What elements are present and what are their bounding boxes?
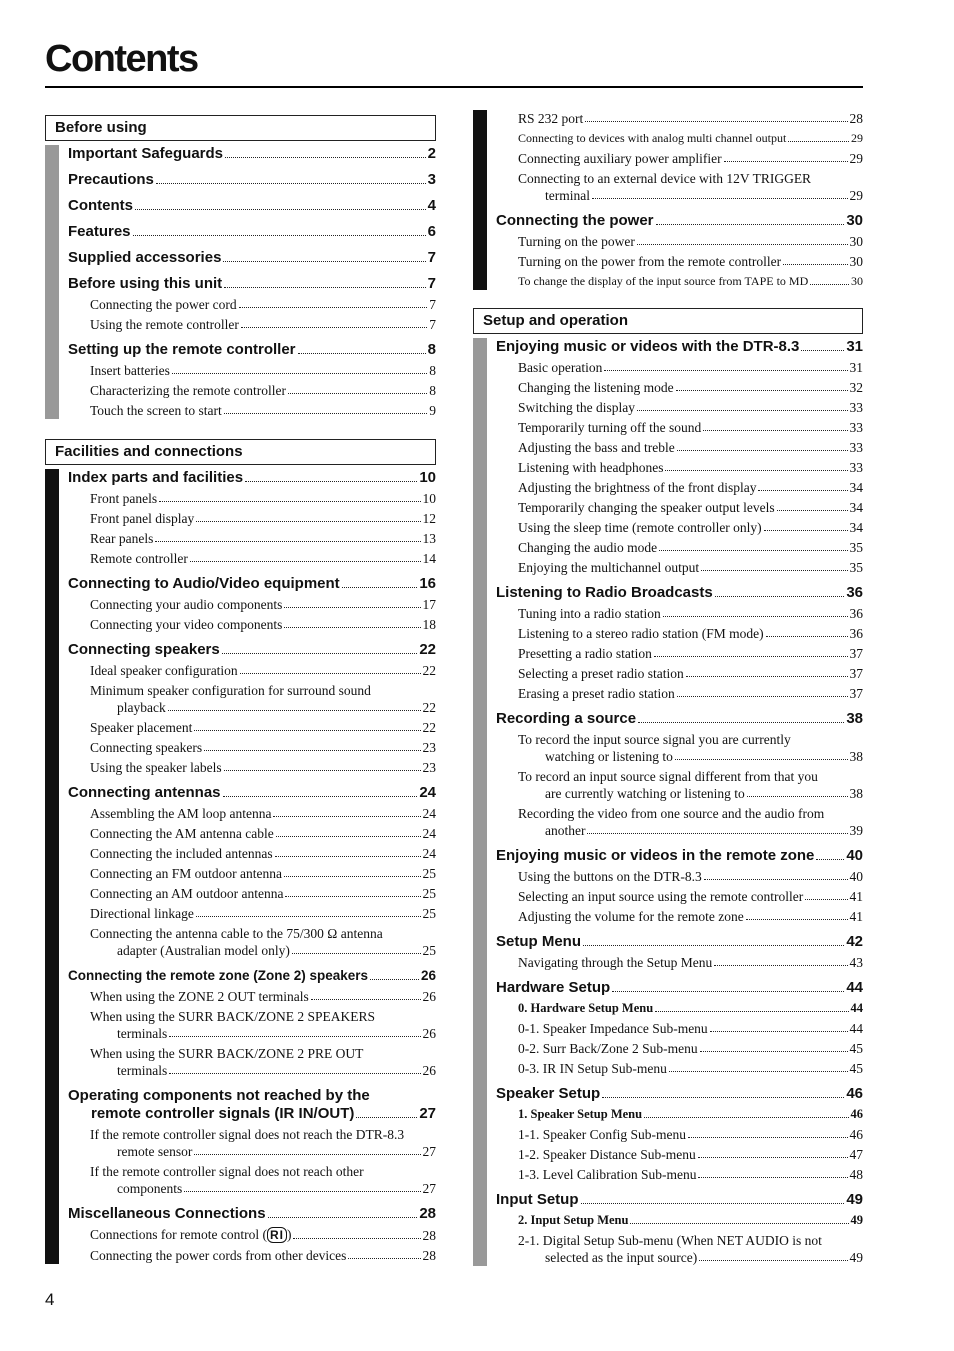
toc-entry[interactable]: Connecting speakers 22 [68,641,436,658]
toc-subentry[interactable]: Connecting to an external device with 12V TRIGGER terminal 29 [518,171,863,203]
toc-entry[interactable]: Before using this unit 7 [68,275,436,292]
toc-subentry[interactable]: If the remote controller signal does not reach other components 27 [90,1164,436,1196]
toc-subentry[interactable]: Front panels 10 [90,491,436,506]
section-heading: Before using [45,115,436,141]
toc-subentry[interactable]: Turning on the power from the remote controller 30 [518,254,863,269]
toc-subentry[interactable]: 2-1. Digital Setup Sub-menu (When NET AUDIO is not selected as the input source) 49 [518,1233,863,1265]
section-continued [473,110,863,290]
section-body [45,469,436,1264]
toc-subentry[interactable]: RS 232 port 28 [518,111,863,126]
section-heading: Setup and operation [473,308,863,334]
toc-subentry[interactable]: Ideal speaker configuration 22 [90,663,436,678]
toc-entry[interactable]: Connecting the power 30 [496,212,863,229]
toc-subentry[interactable]: Using the sleep time (remote controller only) 34 [518,520,863,535]
page-title: Contents [45,38,198,80]
toc-subentry[interactable]: 1-3. Level Calibration Sub-menu 48 [518,1167,863,1182]
toc-entry[interactable]: Speaker Setup 46 [496,1085,863,1102]
toc-subentry[interactable]: Connecting your video components 18 [90,617,436,632]
toc-subentry[interactable]: Using the remote controller 7 [90,317,436,332]
toc-subentry[interactable]: Recording the video from one source and the audio from another 39 [518,806,863,838]
toc-subentry[interactable]: Connecting the power cords from other devices 28 [90,1248,436,1263]
toc-subentry[interactable]: Connecting to devices with analog multi channel output 29 [518,131,863,145]
ri-logo: RI [267,1227,287,1243]
toc-subentry[interactable]: Connecting speakers 23 [90,740,436,755]
toc-subentry[interactable]: Selecting an input source using the remote controller 41 [518,889,863,904]
toc-subentry[interactable]: Selecting a preset radio station 37 [518,666,863,681]
section-bar [473,338,487,1266]
section-before-using [45,115,436,419]
toc-entry[interactable]: Connecting the remote zone (Zone 2) speakers 26 [68,968,436,983]
toc-subentry[interactable]: Changing the audio mode 35 [518,540,863,555]
toc-subentry[interactable]: Insert batteries 8 [90,363,436,378]
toc-entry[interactable]: Setting up the remote controller 8 [68,341,436,358]
toc-subentry[interactable]: Connecting your audio components 17 [90,597,436,612]
section-body [473,338,863,1266]
toc-subentry[interactable]: Assembling the AM loop antenna 24 [90,806,436,821]
toc-entry[interactable]: Miscellaneous Connections 28 [68,1205,436,1222]
toc-entry[interactable]: Important Safeguards 2 [68,145,436,162]
toc-subentry[interactable]: Minimum speaker configuration for surround sound playback 22 [90,683,436,715]
toc-subentry[interactable]: To change the display of the input source from TAPE to MD 30 [518,274,863,288]
section-facilities [45,439,436,1264]
toc-subentry[interactable]: When using the SURR BACK/ZONE 2 PRE OUT terminals 26 [90,1046,436,1078]
toc-subentry[interactable]: Touch the screen to start 9 [90,403,436,418]
toc-subentry[interactable]: Enjoying the multichannel output 35 [518,560,863,575]
toc-entry[interactable]: Enjoying music or videos with the DTR-8.3 31 [496,338,863,355]
toc-subentry[interactable]: 1. Speaker Setup Menu 46 [518,1107,863,1121]
toc-entry[interactable]: Features 6 [68,223,436,240]
toc-subentry[interactable]: Using the speaker labels 23 [90,760,436,775]
toc-entry[interactable]: Setup Menu 42 [496,933,863,950]
toc-subentry[interactable]: When using the SURR BACK/ZONE 2 SPEAKERS terminals 26 [90,1009,436,1041]
toc-subentry[interactable]: Connecting the AM antenna cable 24 [90,826,436,841]
toc-subentry[interactable]: Connecting an FM outdoor antenna 25 [90,866,436,881]
right-column [473,110,863,1266]
toc-subentry[interactable]: Connections for remote control ( RI ) 28 [90,1227,436,1243]
toc-subentry[interactable]: Connecting the antenna cable to the 75/300 Ω antenna adapter (Australian model only) 25 [90,926,436,958]
toc-subentry[interactable]: To record an input source signal different from that you are currently watching or listening to 38 [518,769,863,801]
toc-subentry[interactable]: To record the input source signal you are currently watching or listening to 38 [518,732,863,764]
section-setup [473,308,863,1266]
toc-subentry[interactable]: 1-2. Speaker Distance Sub-menu 47 [518,1147,863,1162]
toc-subentry[interactable]: Navigating through the Setup Menu 43 [518,955,863,970]
section-bar [45,145,59,419]
toc-subentry[interactable]: Directional linkage 25 [90,906,436,921]
toc-subentry[interactable]: Adjusting the volume for the remote zone 41 [518,909,863,924]
section-body [473,110,863,290]
toc-subentry[interactable]: Listening to a stereo radio station (FM mode) 36 [518,626,863,641]
toc-subentry[interactable]: Adjusting the brightness of the front display 34 [518,480,863,495]
toc-entry[interactable]: Contents 4 [68,197,436,214]
title-rule [45,86,863,88]
toc-entry[interactable]: Input Setup 49 [496,1191,863,1208]
toc-subentry[interactable]: Speaker placement 22 [90,720,436,735]
section-bar [473,110,487,290]
toc-subentry[interactable]: Changing the listening mode 32 [518,380,863,395]
toc-subentry[interactable]: Tuning into a radio station 36 [518,606,863,621]
toc-subentry[interactable]: Turning on the power 30 [518,234,863,249]
toc-subentry[interactable]: Characterizing the remote controller 8 [90,383,436,398]
section-bar [45,469,59,1264]
toc-entry[interactable]: Precautions 3 [68,171,436,188]
toc-entry[interactable]: Enjoying music or videos in the remote zone 40 [496,847,863,864]
toc-entry[interactable]: Hardware Setup 44 [496,979,863,996]
toc-subentry[interactable]: Connecting the included antennas 24 [90,846,436,861]
toc-entry[interactable]: Listening to Radio Broadcasts 36 [496,584,863,601]
toc-subentry[interactable]: Temporarily changing the speaker output levels 34 [518,500,863,515]
toc-subentry[interactable]: Presetting a radio station 37 [518,646,863,661]
toc-subentry[interactable]: Temporarily turning off the sound 33 [518,420,863,435]
toc-entry[interactable]: Connecting antennas 24 [68,784,436,801]
toc-subentry[interactable]: Connecting auxiliary power amplifier 29 [518,151,863,166]
section-body [45,145,436,419]
toc-subentry[interactable]: 0-3. IR IN Setup Sub-menu 45 [518,1061,863,1076]
toc-subentry[interactable]: When using the ZONE 2 OUT terminals 26 [90,989,436,1004]
toc-subentry[interactable]: 1-1. Speaker Config Sub-menu 46 [518,1127,863,1142]
toc-subentry[interactable]: Switching the display 33 [518,400,863,415]
toc-subentry[interactable]: 0-2. Surr Back/Zone 2 Sub-menu 45 [518,1041,863,1056]
toc-entry[interactable]: Recording a source 38 [496,710,863,727]
toc-subentry[interactable]: Connecting the power cord 7 [90,297,436,312]
toc-entry[interactable]: Index parts and facilities 10 [68,469,436,486]
toc-subentry[interactable]: Listening with headphones 33 [518,460,863,475]
toc-entry[interactable]: Connecting to Audio/Video equipment 16 [68,575,436,592]
toc-entry[interactable]: Supplied accessories 7 [68,249,436,266]
page-number: 4 [45,1290,55,1309]
left-column [45,115,436,1264]
toc-subentry[interactable]: Using the buttons on the DTR-8.3 40 [518,869,863,884]
toc-subentry[interactable]: Adjusting the bass and treble 33 [518,440,863,455]
toc-entry[interactable]: Operating components not reached by the remote controller signals (IR IN/OUT) 27 [68,1087,436,1122]
section-heading: Facilities and connections [45,439,436,465]
toc-subentry[interactable]: If the remote controller signal does not reach the DTR-8.3 remote sensor 27 [90,1127,436,1159]
toc-subentry[interactable]: 0. Hardware Setup Menu 44 [518,1001,863,1015]
toc-subentry[interactable]: 2. Input Setup Menu 49 [518,1213,863,1227]
toc-subentry[interactable]: Connecting an AM outdoor antenna 25 [90,886,436,901]
toc-subentry[interactable]: Basic operation 31 [518,360,863,375]
toc-subentry[interactable]: Front panel display 12 [90,511,436,526]
toc-subentry[interactable]: Erasing a preset radio station 37 [518,686,863,701]
toc-subentry[interactable]: Remote controller 14 [90,551,436,566]
toc-subentry[interactable]: Rear panels 13 [90,531,436,546]
toc-subentry[interactable]: 0-1. Speaker Impedance Sub-menu 44 [518,1021,863,1036]
